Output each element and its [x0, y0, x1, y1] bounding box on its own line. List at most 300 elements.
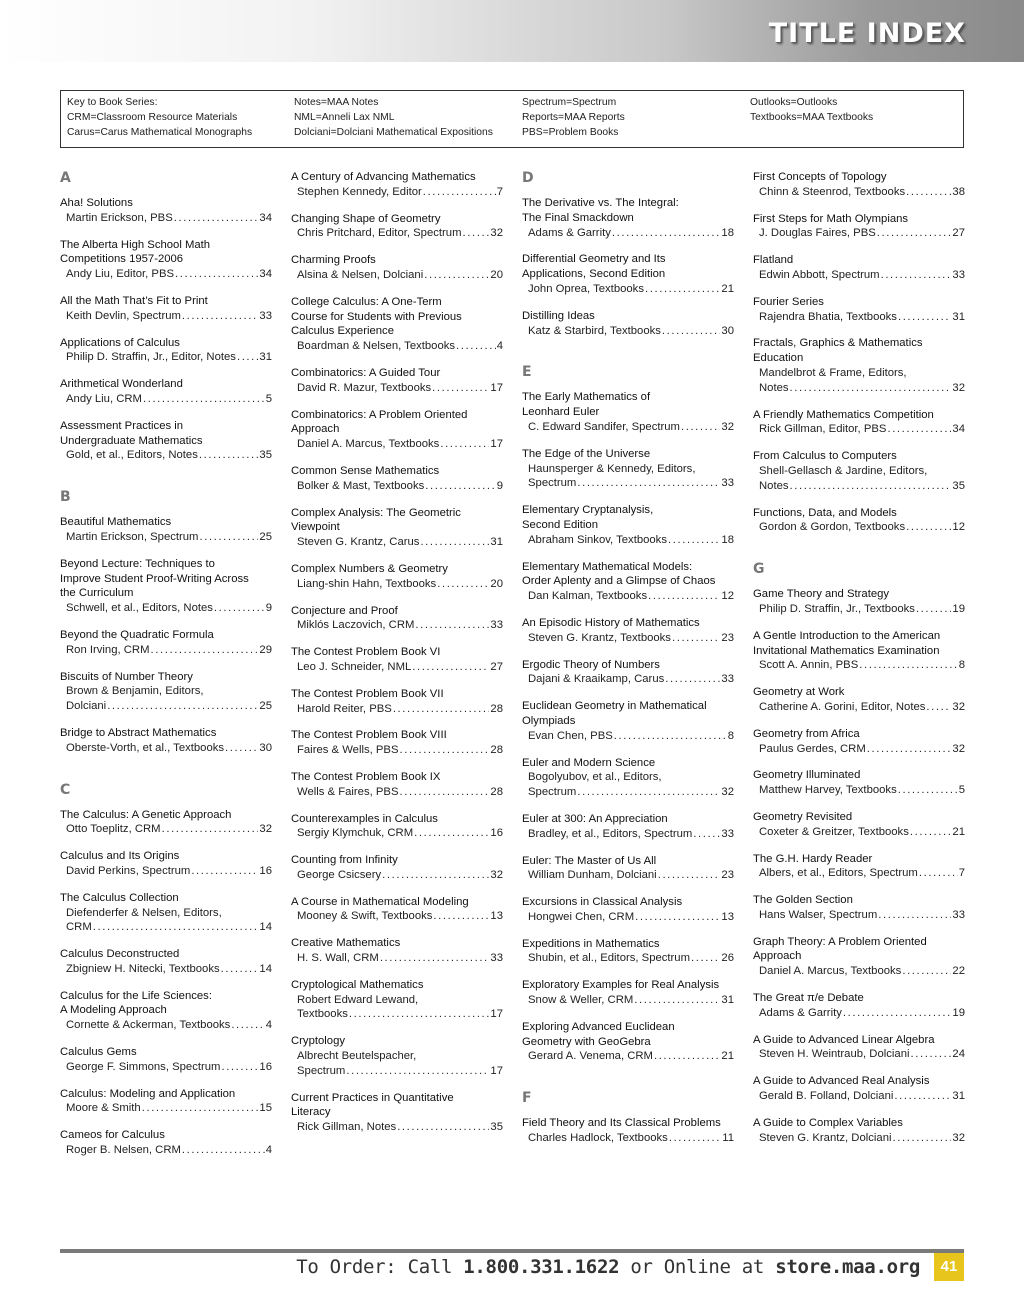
dot-leader: [654, 1049, 720, 1064]
book-author-line: [60, 741, 272, 756]
book-title: Charming Proofs: [291, 254, 376, 267]
page-ref: 32: [952, 381, 965, 394]
author-series: Hans Walser, Spectrum: [759, 908, 878, 921]
page-ref: 23: [721, 869, 734, 882]
author-series: Hongwei Chen, CRM: [528, 910, 635, 923]
book-title: Euler and Modern Science: [522, 756, 656, 769]
author-series: David Perkins, Spectrum: [66, 864, 191, 877]
index-entry: [60, 670, 272, 714]
index-entry: [753, 1116, 965, 1146]
book-author-line: [522, 631, 734, 646]
page-ref: 17: [490, 438, 503, 451]
book-title: Course for Students with Previous: [291, 310, 462, 323]
author-series: Martin Erickson, PBS: [66, 211, 173, 224]
page-ref: 35: [259, 449, 272, 462]
book-title: The Contest Problem Book IX: [291, 770, 441, 783]
dot-leader: [199, 448, 259, 463]
book-author-line: [753, 700, 965, 715]
dot-leader: [463, 226, 490, 241]
index-entry: [753, 935, 965, 979]
book-author-line: [753, 1089, 965, 1104]
order-website: store.maa.org: [775, 1256, 920, 1278]
index-entry: [291, 212, 503, 242]
dot-leader: [614, 729, 727, 744]
dot-leader: [175, 267, 258, 282]
index-entry: [522, 1116, 734, 1146]
dot-leader: [919, 866, 958, 881]
page-ref: 21: [952, 825, 965, 838]
book-author-line: [753, 366, 965, 381]
book-title: Beyond the Quadratic Formula: [60, 628, 214, 641]
book-author-line: [291, 1007, 503, 1022]
dot-leader: [191, 864, 258, 879]
index-entry: [522, 978, 734, 1008]
book-author-line: [291, 993, 503, 1008]
index-entry: [522, 560, 734, 604]
book-title: The Alberta High School Math: [60, 238, 211, 251]
series-key-item: NML=Anneli Lax NML: [294, 112, 395, 123]
index-entry: [60, 294, 272, 324]
book-author-line: [60, 920, 272, 935]
author-series: Andy Liu, CRM: [66, 392, 142, 405]
author-series: Albers, et al., Editors, Spectrum: [759, 867, 918, 880]
author-series: Philip D. Straffin, Jr., Textbooks: [759, 602, 915, 615]
book-author-line: [522, 770, 734, 785]
dot-leader: [380, 951, 490, 966]
book-author-line: [753, 310, 965, 325]
page-ref: 31: [952, 310, 965, 323]
book-title: Cryptological Mathematics: [291, 978, 424, 991]
book-title: Invitational Mathematics Examination: [753, 644, 940, 657]
book-title: The G.H. Hardy Reader: [753, 852, 873, 865]
book-title: Approach: [753, 950, 802, 963]
book-author-line: [60, 267, 272, 282]
dot-leader: [93, 920, 259, 935]
book-author-line: [60, 643, 272, 658]
book-author-line: [753, 381, 965, 396]
book-author-line: [753, 742, 965, 757]
dot-leader: [346, 1064, 489, 1079]
page-ref: 21: [721, 1050, 734, 1063]
book-title: Common Sense Mathematics: [291, 464, 440, 477]
order-info: [296, 1256, 920, 1278]
index-entry: [522, 447, 734, 491]
author-series: William Dunham, Dolciani: [528, 869, 657, 882]
book-title: Calculus: Modeling and Application: [60, 1087, 236, 1100]
page-ref: 30: [259, 741, 272, 754]
book-author-line: [291, 1120, 503, 1135]
book-author-line: [291, 226, 503, 241]
book-title: Assessment Practices in: [60, 419, 184, 432]
author-series: Philip D. Straffin, Jr., Editor, Notes: [66, 351, 236, 364]
book-title: Expeditions in Mathematics: [522, 937, 660, 950]
author-series: Bradley, et al., Editors, Spectrum: [528, 827, 693, 840]
index-entry: [291, 506, 503, 550]
author-series: Catherine A. Gorini, Editor, Notes: [759, 700, 926, 713]
author-series: Martin Erickson, Spectrum: [66, 530, 199, 543]
index-entry: [753, 587, 965, 617]
page-ref: 19: [952, 1006, 965, 1019]
dot-leader: [910, 825, 952, 840]
book-title: Distilling Ideas: [522, 309, 595, 322]
dot-leader: [231, 1018, 264, 1033]
page-ref: 23: [721, 631, 734, 644]
index-column-3: [522, 170, 734, 1158]
book-author-line: [291, 535, 503, 550]
dot-leader: [425, 479, 495, 494]
book-title: Combinatorics: A Problem Oriented: [291, 408, 468, 421]
index-entry: [522, 854, 734, 884]
author-series: Wells & Faires, PBS: [297, 785, 399, 798]
book-title: Calculus Deconstructed: [60, 948, 180, 961]
index-entry: [291, 604, 503, 634]
author-series: Andy Liu, Editor, PBS: [66, 268, 175, 281]
book-title: Calculus Gems: [60, 1046, 137, 1059]
book-author-line: [522, 533, 734, 548]
author-series: Miklós Laczovich, CRM: [297, 619, 415, 632]
book-title: Geometry Revisited: [753, 810, 853, 823]
index-entry: [60, 238, 272, 282]
author-series: Matthew Harvey, Textbooks: [759, 784, 897, 797]
page-ref: 14: [259, 921, 272, 934]
book-title: Geometry with GeoGebra: [522, 1035, 651, 1048]
author-series: Notes: [759, 479, 789, 492]
book-title: Flatland: [753, 254, 794, 267]
page-ref: 33: [721, 673, 734, 686]
page-ref: 21: [721, 282, 734, 295]
author-series: Spectrum: [297, 1064, 346, 1077]
page-ref: 20: [490, 268, 503, 281]
book-title: The Great π/e Debate: [753, 992, 864, 1005]
book-title: Improve Student Proof-Writing Across: [60, 572, 249, 585]
page-ref: 33: [952, 908, 965, 921]
author-series: Diefenderfer & Nelsen, Editors,: [66, 906, 222, 919]
series-key-label: Key to Book Series:: [67, 97, 158, 108]
author-series: Abraham Sinkov, Textbooks: [528, 533, 667, 546]
author-series: Faires & Wells, PBS: [297, 744, 399, 757]
book-title: Competitions 1957-2006: [60, 253, 184, 266]
book-author-line: [60, 699, 272, 714]
book-title: Geometry Illuminated: [753, 769, 861, 782]
author-series: Ron Irving, CRM: [66, 643, 150, 656]
section-letter: C: [60, 781, 71, 798]
index-entry: [291, 295, 503, 354]
book-author-line: [60, 1101, 272, 1116]
section-letter: G: [753, 561, 765, 578]
dot-leader: [432, 381, 489, 396]
page-ref: 28: [490, 744, 503, 757]
series-key-item: Outlooks=Outlooks: [750, 97, 838, 108]
dot-leader: [400, 785, 490, 800]
index-entry: [60, 557, 272, 616]
book-author-line: [291, 1064, 503, 1079]
book-author-line: [522, 951, 734, 966]
book-author-line: [753, 602, 965, 617]
index-entry: [753, 893, 965, 923]
dot-leader: [859, 658, 957, 673]
index-entry: [753, 685, 965, 715]
book-title: Creative Mathematics: [291, 937, 401, 950]
page-ref: 33: [952, 268, 965, 281]
index-entry: [522, 196, 734, 240]
dot-leader: [174, 211, 259, 226]
page-ref: 17: [490, 1008, 503, 1021]
page-ref: 28: [490, 702, 503, 715]
book-title: Field Theory and Its Classical Problems: [522, 1117, 721, 1130]
index-column-2: [291, 170, 503, 1147]
author-series: Albrecht Beutelspacher,: [297, 1050, 417, 1063]
page-ref: 18: [721, 226, 734, 239]
dot-leader: [902, 964, 951, 979]
author-series: Bogolyubov, et al., Editors,: [528, 771, 662, 784]
book-title: Order Aplenty and a Glimpse of Chaos: [522, 575, 716, 588]
index-entry: [522, 390, 734, 434]
index-entry: [60, 196, 272, 226]
series-key-item: Textbooks=MAA Textbooks: [750, 112, 874, 123]
index-entry: [522, 658, 734, 688]
book-author-line: [60, 211, 272, 226]
page-ref: 15: [259, 1102, 272, 1115]
book-author-line: [753, 268, 965, 283]
author-series: Rick Gillman, Editor, PBS: [759, 423, 887, 436]
dot-leader: [423, 185, 496, 200]
index-entry: [291, 687, 503, 717]
book-author-line: [60, 906, 272, 921]
book-title: Second Edition: [522, 518, 598, 531]
book-title: Excursions in Classical Analysis: [522, 896, 683, 909]
index-entry: [60, 336, 272, 366]
page-ref: 34: [952, 423, 965, 436]
author-series: Daniel A. Marcus, Textbooks: [759, 965, 902, 978]
page-ref: 4: [265, 1144, 272, 1157]
book-title: First Concepts of Topology: [753, 171, 887, 183]
book-author-line: [291, 268, 503, 283]
book-title: Olympiads: [522, 714, 576, 727]
series-key-item: PBS=Problem Books: [522, 127, 619, 138]
book-author-line: [291, 185, 503, 200]
index-entry: [60, 377, 272, 407]
index-entry: [753, 991, 965, 1021]
dot-leader: [221, 1060, 258, 1075]
book-title: Education: [753, 352, 804, 365]
book-title: Current Practices in Quantitative: [291, 1091, 454, 1104]
book-title: Geometry from Africa: [753, 727, 860, 740]
dot-leader: [645, 282, 720, 297]
book-title: Euler: The Master of Us All: [522, 854, 657, 867]
page-ref: 35: [490, 1121, 503, 1134]
book-author-line: [522, 1131, 734, 1146]
page-ref: 32: [490, 868, 503, 881]
author-series: Gordon & Gordon, Textbooks: [759, 521, 906, 534]
dot-leader: [681, 420, 720, 435]
book-title: A Guide to Complex Variables: [753, 1116, 903, 1129]
dot-leader: [437, 577, 489, 592]
author-series: Daniel A. Marcus, Textbooks: [297, 438, 440, 451]
book-author-line: [291, 381, 503, 396]
dot-leader: [414, 826, 489, 841]
dot-leader: [898, 310, 951, 325]
page-ref: 32: [952, 700, 965, 713]
page-ref: 16: [259, 864, 272, 877]
author-series: Steven G. Krantz, Dolciani: [759, 1131, 892, 1144]
author-series: Robert Edward Lewand,: [297, 993, 419, 1006]
book-author-line: [753, 464, 965, 479]
book-author-line: [60, 684, 272, 699]
book-author-line: [753, 1006, 965, 1021]
dot-leader: [225, 741, 258, 756]
book-author-line: [291, 339, 503, 354]
index-entry: [291, 253, 503, 283]
book-title: Exploring Advanced Euclidean: [522, 1020, 675, 1033]
book-title: The Calculus Collection: [60, 891, 179, 904]
page-ref: 32: [490, 227, 503, 240]
author-series: Textbooks: [297, 1008, 348, 1021]
author-series: Cornette & Ackerman, Textbooks: [66, 1019, 231, 1032]
author-series: Liang-shin Hahn, Textbooks: [297, 577, 437, 590]
index-entry: [753, 1074, 965, 1104]
page-ref: 7: [496, 185, 503, 198]
page-ref: 25: [259, 530, 272, 543]
page-ref: 33: [490, 952, 503, 965]
dot-leader: [887, 422, 951, 437]
book-author-line: [291, 826, 503, 841]
book-author-line: [60, 962, 272, 977]
dot-leader: [142, 1101, 259, 1116]
book-author-line: [291, 909, 503, 924]
page-ref: 34: [259, 211, 272, 224]
book-title: A Course in Mathematical Modeling: [291, 895, 469, 908]
index-entry: [291, 770, 503, 800]
section-letter: D: [522, 170, 534, 186]
index-entry: [291, 170, 503, 200]
book-title: Calculus and Its Origins: [60, 850, 180, 863]
order-text: To Order: Call: [296, 1256, 464, 1278]
book-title: Undergraduate Mathematics: [60, 434, 203, 447]
book-author-line: [522, 910, 734, 925]
dot-leader: [634, 993, 720, 1008]
page-ref: 32: [721, 786, 734, 799]
author-series: David R. Mazur, Textbooks: [297, 381, 432, 394]
dot-leader: [151, 643, 259, 658]
page-ref: 31: [721, 994, 734, 1007]
dot-leader: [898, 783, 958, 798]
dot-leader: [878, 908, 951, 923]
index-entry: [291, 978, 503, 1022]
book-author-line: [60, 309, 272, 324]
index-entry: [522, 699, 734, 743]
book-title: Counting from Infinity: [291, 854, 398, 867]
book-author-line: [522, 1049, 734, 1064]
book-title: Applications, Second Edition: [522, 268, 666, 281]
page-ref: 25: [259, 700, 272, 713]
section-letter: A: [60, 170, 71, 186]
page-ref: 27: [952, 227, 965, 240]
book-title: Complex Analysis: The Geometric: [291, 506, 461, 519]
book-title: Elementary Mathematical Models:: [522, 560, 693, 573]
book-title: Elementary Cryptanalysis,: [522, 504, 654, 517]
dot-leader: [440, 437, 489, 452]
dot-leader: [143, 392, 265, 407]
book-title: The Contest Problem Book VI: [291, 646, 441, 659]
book-title: Beautiful Mathematics: [60, 516, 172, 529]
index-entry: [60, 628, 272, 658]
index-entry: [60, 849, 272, 879]
index-entry: [753, 506, 965, 536]
book-title: Bridge to Abstract Mathematics: [60, 726, 217, 739]
book-title: College Calculus: A One-Term: [291, 295, 442, 308]
index-entry: [753, 852, 965, 882]
section-letter: B: [60, 489, 71, 506]
book-author-line: [291, 479, 503, 494]
book-author-line: [60, 822, 272, 837]
author-series: Moore & Smith: [66, 1102, 141, 1115]
book-author-line: [291, 577, 503, 592]
book-title: The Edge of the Universe: [522, 447, 651, 460]
book-author-line: [753, 964, 965, 979]
book-author-line: [291, 743, 503, 758]
dot-leader: [790, 381, 952, 396]
book-title: Calculus for the Life Sciences:: [60, 989, 212, 1002]
author-series: Schwell, et al., Editors, Notes: [66, 602, 213, 615]
author-series: Chris Pritchard, Editor, Spectrum: [297, 227, 462, 240]
book-author-line: [60, 1060, 272, 1075]
dot-leader: [400, 743, 490, 758]
book-title: Exploratory Examples for Real Analysis: [522, 979, 720, 992]
series-key-column: [67, 95, 252, 140]
book-author-line: [753, 866, 965, 881]
dot-leader: [790, 479, 952, 494]
footer-rule: [60, 1249, 964, 1253]
index-entry: [291, 936, 503, 966]
index-entry: [291, 645, 503, 675]
book-author-line: [60, 530, 272, 545]
book-title: Game Theory and Strategy: [753, 588, 890, 601]
author-series: Katz & Starbird, Textbooks: [528, 324, 661, 337]
page-ref: 11: [722, 1132, 734, 1145]
book-author-line: [291, 618, 503, 633]
book-author-line: [522, 324, 734, 339]
author-series: CRM: [66, 921, 92, 934]
book-author-line: [522, 672, 734, 687]
book-title: Complex Numbers & Geometry: [291, 562, 448, 575]
book-author-line: [60, 350, 272, 365]
author-series: Gold, et al., Editors, Notes: [66, 449, 198, 462]
author-series: Roger B. Nelsen, CRM: [66, 1144, 181, 1157]
dot-leader: [693, 827, 720, 842]
book-author-line: [522, 993, 734, 1008]
book-title: An Episodic History of Mathematics: [522, 616, 700, 629]
page-ref: 32: [952, 742, 965, 755]
dot-leader: [424, 268, 489, 283]
author-series: Harold Reiter, PBS: [297, 702, 392, 715]
page-number: 41: [934, 1253, 964, 1281]
dot-leader: [382, 868, 489, 883]
dot-leader: [456, 339, 496, 354]
book-author-line: [753, 783, 965, 798]
book-title: The Contest Problem Book VIII: [291, 729, 447, 742]
book-author-line: [522, 868, 734, 883]
page-ref: 17: [490, 381, 503, 394]
page-ref: 29: [259, 643, 272, 656]
book-title: The Golden Section: [753, 894, 853, 907]
page-ref: 27: [490, 660, 503, 673]
page-ref: 31: [952, 1090, 965, 1103]
dot-leader: [415, 618, 489, 633]
page-ref: 32: [952, 1131, 965, 1144]
index-entry: [60, 947, 272, 977]
book-author-line: [291, 1049, 503, 1064]
index-entry: [522, 937, 734, 967]
